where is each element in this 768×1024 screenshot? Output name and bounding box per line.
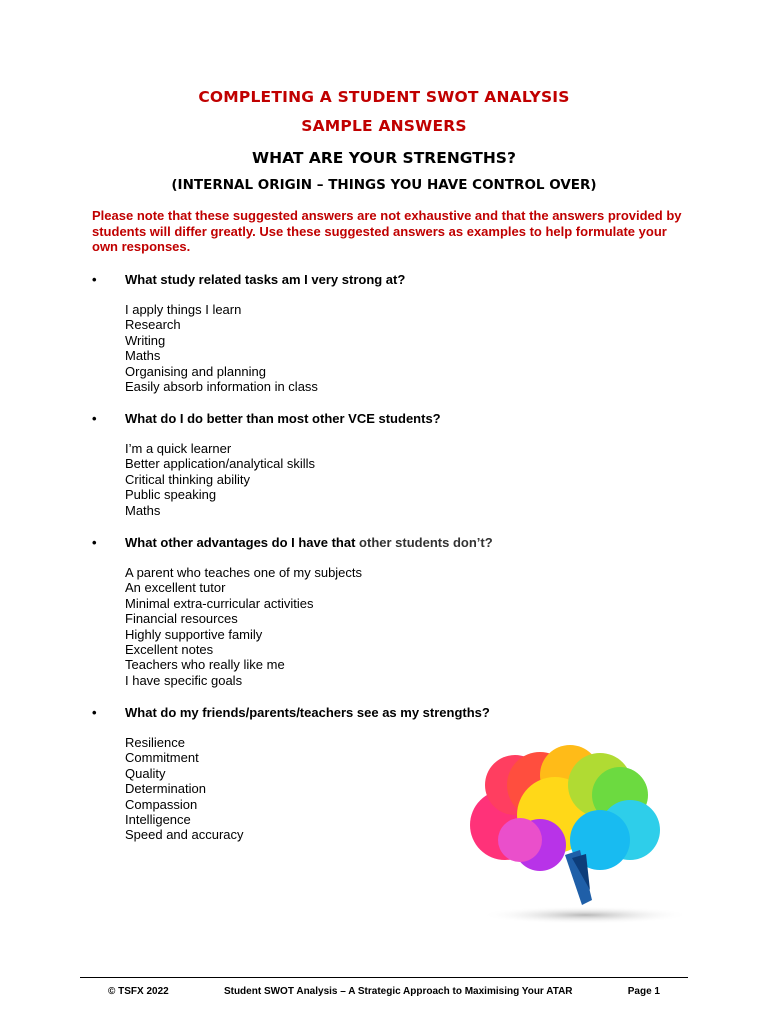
list-item: Commitment [125,750,199,766]
list-item: I apply things I learn [125,302,242,317]
document-subtitle: SAMPLE ANSWERS [301,117,467,135]
bullet: • [92,705,97,720]
question-text: What do my friends/parents/teachers see as my strengths? [125,705,490,720]
colorful-brain-icon [460,740,695,930]
question-text: What study related tasks am I very strong at? [125,272,406,287]
list-item: Research [125,317,181,333]
list-item: Better application/analytical skills [125,456,316,472]
disclaimer-note: Please note that these suggested answers are not exhaustive and that the answers provided by students will differ greatly. Use these suggested answers as examples to help formulate your own responses. [92,208,682,254]
list-item: Minimal extra-curricular activities [125,595,314,611]
question-2 [92,411,692,427]
answer-list [125,302,692,394]
list-item: Maths [125,348,161,364]
question-block-3 [92,535,692,688]
section-subtitle: (INTERNAL ORIGIN – THINGS YOU HAVE CONTROL OVER) [171,177,597,193]
list-item: Intelligence [125,812,191,828]
section-title: WHAT ARE YOUR STRENGTHS? [252,149,516,167]
list-item: Highly supportive family [125,626,263,642]
footer-divider [80,977,688,978]
bullet: • [92,535,97,550]
question-block-2 [92,411,692,518]
question-text: What do I do better than most other VCE students? [125,411,441,426]
list-item: Teachers who really like me [125,657,285,673]
list-item: I have specific goals [125,672,243,688]
list-item: Resilience [125,735,185,750]
list-item: Compassion [125,796,198,812]
list-item: Public speaking [125,487,217,503]
bullet: • [92,411,97,426]
list-item: I’m a quick learner [125,441,232,456]
list-item: Critical thinking ability [125,471,250,487]
list-item: Maths [125,502,161,518]
list-item: Writing [125,332,166,348]
bullet: • [92,272,97,287]
page-number: Page 1 [627,986,660,997]
footer-title: Student SWOT Analysis – A Strategic Approach to Maximising Your ATAR [223,986,573,997]
list-item: Organising and planning [125,363,266,379]
list-item: A parent who teaches one of my subjects [125,565,363,580]
list-item: Excellent notes [125,642,214,658]
answer-list [125,441,692,518]
question-text [125,535,493,550]
list-item: Speed and accuracy [125,827,244,843]
list-item: Determination [125,781,206,797]
question-4 [92,705,692,721]
footer-copyright: © TSFX 2022 [108,986,169,997]
list-item: Financial resources [125,611,238,627]
list-item: Easily absorb information in class [125,379,318,395]
question-1 [92,272,692,288]
question-text-part-highlight: other students don’t? [359,535,493,550]
question-block-1 [92,272,692,394]
document-title: COMPLETING A STUDENT SWOT ANALYSIS [198,88,570,106]
list-item: An excellent tutor [125,580,226,596]
page-footer [80,986,688,997]
question-3 [92,535,692,551]
answer-list [125,565,692,688]
list-item: Quality [125,765,166,781]
question-text-part: What other advantages do I have that [125,535,360,550]
